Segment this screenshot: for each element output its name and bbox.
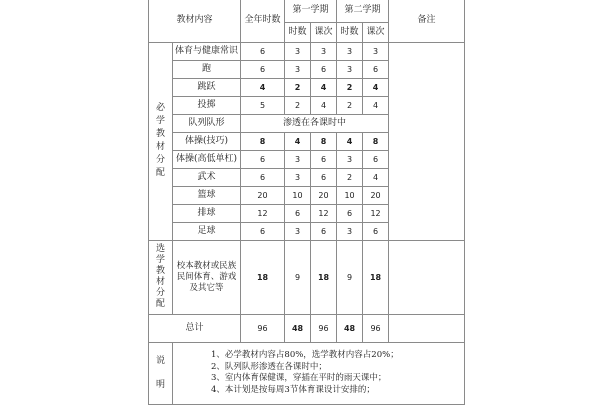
cell-t2-hours: 2 xyxy=(337,96,363,114)
cell-annual: 6 xyxy=(241,60,285,78)
cell-t1-hours: 3 xyxy=(285,42,311,60)
cell-t1-sessions: 6 xyxy=(311,168,337,186)
cell-annual: 8 xyxy=(241,132,285,150)
cell-t2-hours: 2 xyxy=(337,168,363,186)
cell-t1-hours: 3 xyxy=(285,60,311,78)
row-name: 武术 xyxy=(173,168,241,186)
row-name: 体操(高低单杠) xyxy=(173,150,241,168)
cell-t2-sessions: 4 xyxy=(363,78,389,96)
cell-t1-sessions: 6 xyxy=(311,222,337,240)
note-item: 4、本计划是按每周3节体育课设计安排的； xyxy=(211,384,375,395)
cell-t1-hours: 2 xyxy=(285,96,311,114)
row-name: 队列队形 xyxy=(173,114,241,132)
elective-t2-sessions: 18 xyxy=(363,240,389,314)
row-name: 足球 xyxy=(173,222,241,240)
row-name: 体育与健康常识 xyxy=(173,42,241,60)
note-item: 2、队列队形渗透在各课时中； xyxy=(211,361,327,372)
header-annual-hours: 全年时数 xyxy=(241,0,285,42)
cell-t2-sessions: 4 xyxy=(363,96,389,114)
total-t2-sessions: 96 xyxy=(363,314,389,342)
cell-t2-sessions: 12 xyxy=(363,204,389,222)
header-term2-hours: 时数 xyxy=(337,22,363,42)
total-label: 总计 xyxy=(149,314,241,342)
cell-t2-hours: 4 xyxy=(337,132,363,150)
cell-t2-sessions: 3 xyxy=(363,42,389,60)
elective-t2-hours: 9 xyxy=(337,240,363,314)
header-term1-hours: 时数 xyxy=(285,22,311,42)
row-name: 跳跃 xyxy=(173,78,241,96)
elective-t1-hours: 9 xyxy=(285,240,311,314)
row-name: 体操(技巧) xyxy=(173,132,241,150)
cell-t1-hours: 3 xyxy=(285,222,311,240)
cell-t2-sessions: 6 xyxy=(363,150,389,168)
cell-t1-hours: 3 xyxy=(285,168,311,186)
cell-t2-hours: 2 xyxy=(337,78,363,96)
cell-t1-hours: 4 xyxy=(285,132,311,150)
cell-t1-sessions: 3 xyxy=(311,42,337,60)
cell-t1-sessions: 6 xyxy=(311,60,337,78)
cell-t2-hours: 3 xyxy=(337,222,363,240)
cell-t1-hours: 2 xyxy=(285,78,311,96)
cell-t1-hours: 10 xyxy=(285,186,311,204)
elective-remarks xyxy=(389,240,465,314)
cell-annual: 20 xyxy=(241,186,285,204)
elective-name: 校本教材或民族民间体育、游戏及其它等 xyxy=(173,240,241,314)
total-annual: 96 xyxy=(241,314,285,342)
cell-t1-sessions: 4 xyxy=(311,78,337,96)
cell-annual: 5 xyxy=(241,96,285,114)
total-remarks xyxy=(389,314,465,342)
header-content: 教材内容 xyxy=(149,0,241,42)
cell-t2-hours: 3 xyxy=(337,150,363,168)
cell-annual: 12 xyxy=(241,204,285,222)
header-term1-sessions: 课次 xyxy=(311,22,337,42)
notes-content xyxy=(173,342,465,404)
note-item: 1、必学教材内容占80%，选学教材内容占20%； xyxy=(211,350,399,360)
cell-t1-sessions: 6 xyxy=(311,150,337,168)
cell-t1-hours: 6 xyxy=(285,204,311,222)
required-group-label: 必 学 教 材 分 配 xyxy=(149,42,173,240)
cell-annual: 6 xyxy=(241,150,285,168)
cell-t2-hours: 6 xyxy=(337,204,363,222)
row-name: 篮球 xyxy=(173,186,241,204)
remarks-cell xyxy=(389,42,465,240)
row-name: 排球 xyxy=(173,204,241,222)
cell-t2-sessions: 4 xyxy=(363,168,389,186)
cell-annual: 6 xyxy=(241,42,285,60)
header-term1: 第一学期 xyxy=(285,0,337,22)
header-term2: 第二学期 xyxy=(337,0,389,22)
total-t1-sessions: 96 xyxy=(311,314,337,342)
elective-t1-sessions: 18 xyxy=(311,240,337,314)
cell-t1-hours: 3 xyxy=(285,150,311,168)
schedule-document xyxy=(148,0,464,400)
cell-t2-sessions: 6 xyxy=(363,222,389,240)
cell-annual: 4 xyxy=(241,78,285,96)
header-term2-sessions: 课次 xyxy=(363,22,389,42)
elective-group-label: 选 学 教 材 分 配 xyxy=(149,240,173,314)
cell-t1-sessions: 20 xyxy=(311,186,337,204)
notes-label: 说 明 xyxy=(149,342,173,404)
cell-t2-sessions: 8 xyxy=(363,132,389,150)
cell-t1-sessions: 12 xyxy=(311,204,337,222)
cell-t2-sessions: 20 xyxy=(363,186,389,204)
cell-t1-sessions: 8 xyxy=(311,132,337,150)
cell-t2-hours: 3 xyxy=(337,42,363,60)
cell-t2-sessions: 6 xyxy=(363,60,389,78)
row-name: 投掷 xyxy=(173,96,241,114)
total-t2-hours: 48 xyxy=(337,314,363,342)
elective-annual: 18 xyxy=(241,240,285,314)
cell-annual: 6 xyxy=(241,168,285,186)
cell-annual: 6 xyxy=(241,222,285,240)
cell-t1-sessions: 4 xyxy=(311,96,337,114)
total-t1-hours: 48 xyxy=(285,314,311,342)
header-remarks: 备注 xyxy=(389,0,465,42)
note-item: 3、室内体育保健课，穿插在平时的雨天课中； xyxy=(211,373,387,383)
formation-note: 渗透在各课时中 xyxy=(241,114,389,132)
row-name: 跑 xyxy=(173,60,241,78)
curriculum-table xyxy=(148,0,465,405)
cell-t2-hours: 10 xyxy=(337,186,363,204)
cell-t2-hours: 3 xyxy=(337,60,363,78)
